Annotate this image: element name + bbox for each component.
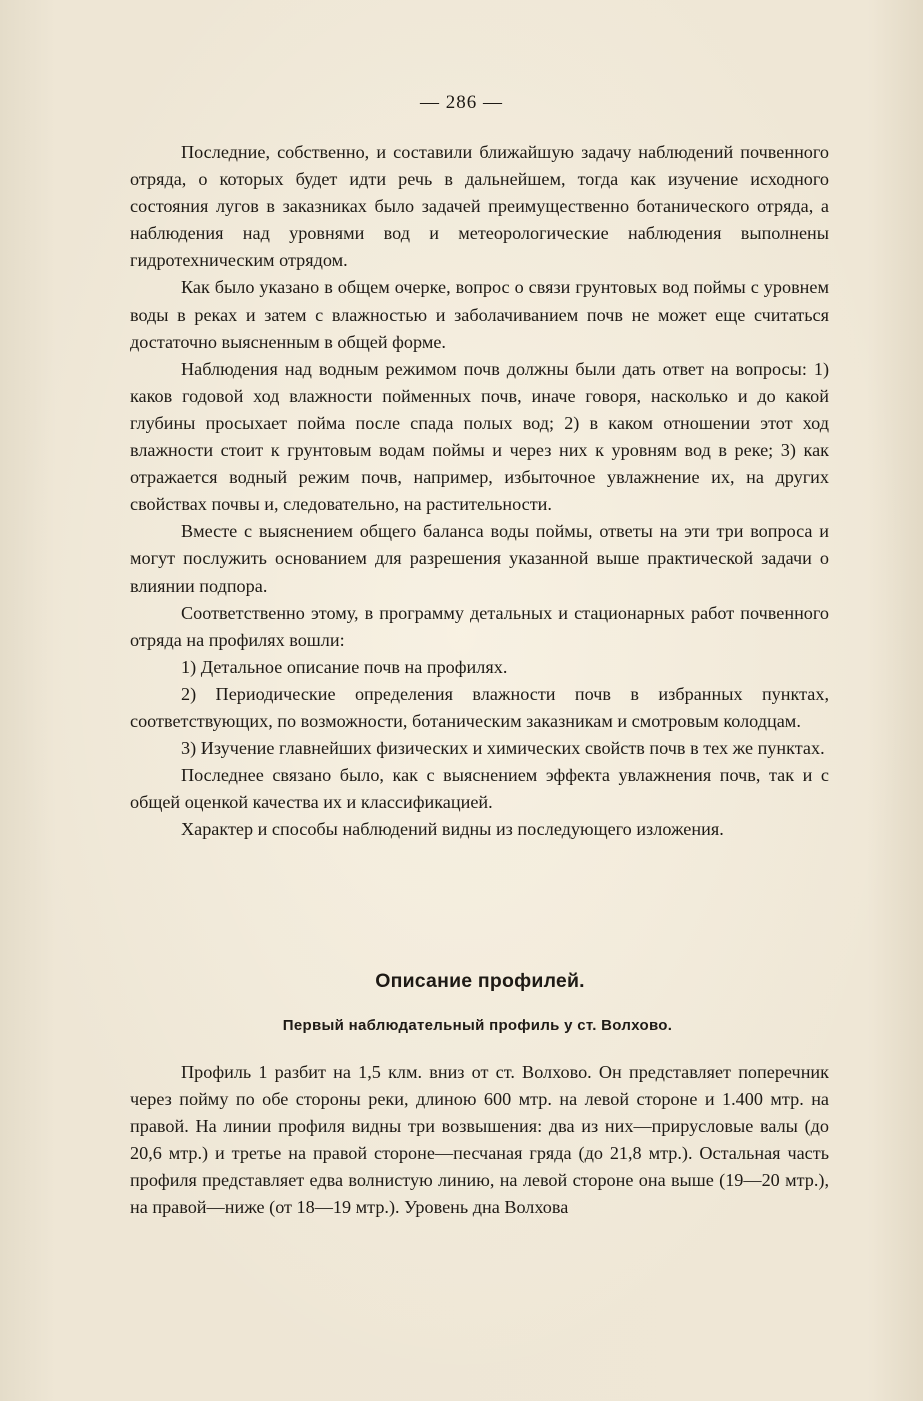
list-item: 2) Периодические определения влажности почв в избранных пунктах, соответствующих, по возможности, ботаническим заказникам и смотровым колодцам. — [130, 683, 829, 731]
paragraph: Последние, собственно, и составили ближайшую задачу наблюдений почвенного отряда, о которых будет идти речь в дальнейшем, тогда как изучение исходного состояния лугов в заказниках было задачей преимущественно ботанического отряда, а наблюдения над уровнями вод и метеорологические наблюдения выполнены гидротехническим отрядом. — [130, 142, 829, 271]
section-subtitle: Первый наблюдательный профиль у ст. Волхово. — [282, 1017, 673, 1034]
list-item: 3) Изучение главнейших физических и химических свойств почв в тех же пунктах. — [181, 738, 825, 759]
list-item: 1) Детальное описание почв на профилях. — [181, 656, 508, 677]
paragraph: Соответственно этому, в программу детальных и стационарных работ почвенного отряда на профилях вошли: — [130, 602, 829, 650]
paragraph: Последнее связано было, как с выяснением эффекта увлажнения почв, так и с общей оценкой качества их и классификацией. — [130, 765, 829, 813]
section-body-text — [130, 1059, 829, 1222]
paragraph: Вместе с выяснением общего баланса воды поймы, ответы на эти три вопроса и могут послужить основанием для разрешения указанной выше практической задачи о влиянии подпора. — [130, 521, 829, 596]
body-text — [130, 139, 829, 843]
paragraph: Профиль 1 разбит на 1,5 клм. вниз от ст. Волхово. Он представляет поперечник через пойму по обе стороны реки, длиною 600 мтр. на левой стороне и 1.400 мтр. на правой. На линии профиля видны три возвышения: два из них—прирусловые валы (до 20,6 мтр.) и третье на правой стороне—песчаная гряда (до 21,8 мтр.). Остальная часть профиля представляет едва волнистую линию, на левой стороне она выше (19—20 мтр.), на правой—ниже (от 18—19 мтр.). Уровень дна Волхова — [130, 1062, 829, 1218]
page-number: — 286 — — [420, 92, 503, 113]
paragraph: Наблюдения над водным режимом почв должны были дать ответ на вопросы: 1) каков годовой ход влажности пойменных почв, иначе говоря, насколько и до какой глубины просыхает пойма после спада полых вод; 2) в каком отношении этот ход влажности стоит к грунтовым водам поймы и через них к уровням вод в реке; 3) как отражается водный режим почв, например, избыточное увлажнение их, на других свойствах почвы и, следовательно, на растительности. — [130, 358, 829, 515]
paragraph: Характер и способы наблюдений видны из последующего изложения. — [181, 819, 724, 840]
paragraph: Как было указано в общем очерке, вопрос о связи грунтовых вод поймы с уровнем воды в реках и затем с влажностью и заболачиванием почв не может еще считаться достаточно выясненным в общей форме. — [130, 277, 829, 352]
section-title: Описание профилей. — [375, 970, 585, 992]
